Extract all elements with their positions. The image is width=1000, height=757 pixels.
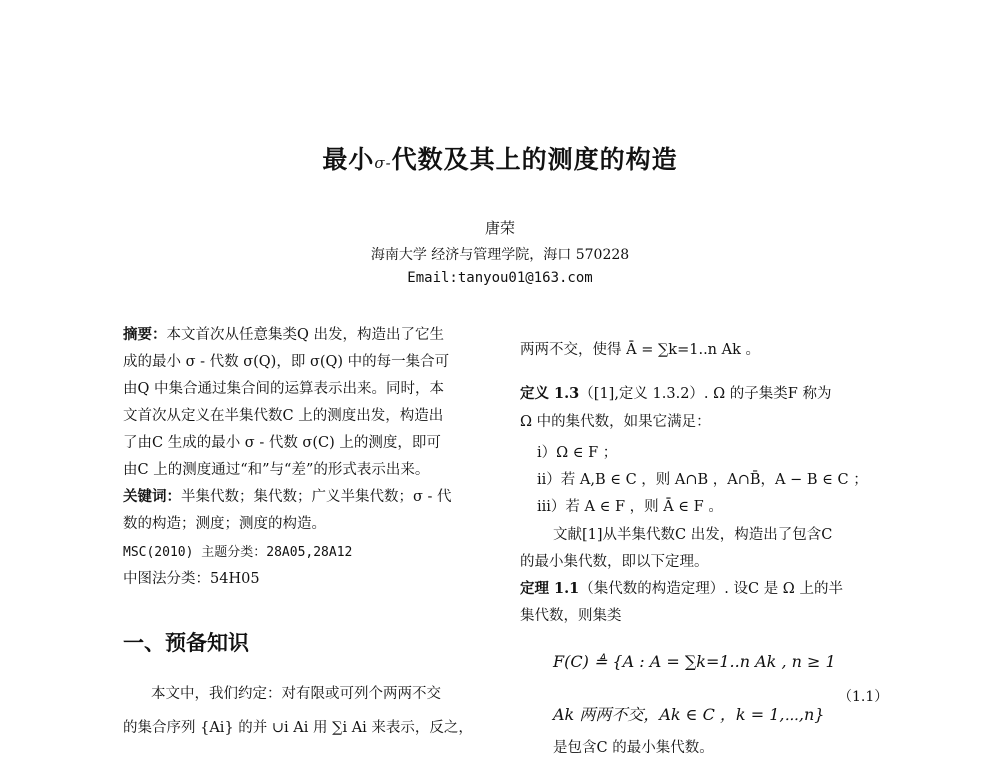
abstract-label: 摘要： bbox=[123, 326, 167, 343]
author-name: 唐荣 bbox=[484, 219, 515, 237]
abstract-line-2: 成的最小 σ - 代数 σ(Q)，即 σ(Q) 中的每一集合可 bbox=[123, 354, 450, 370]
theorem-label: 定理 1.1 bbox=[520, 580, 580, 597]
clc-classification: 中图法分类：54H05 bbox=[123, 571, 260, 587]
abstract-line-5: 了由C 生成的最小 σ - 代数 σ(C) 上的测度，即可 bbox=[123, 435, 441, 451]
body-line-1: 本文中，我们约定：对有限或可列个两两不交 bbox=[151, 686, 441, 702]
definition-line-1: 定义 1.3（[1],定义 1.3.2）. Ω 的子集类F 称为 bbox=[520, 385, 832, 402]
equation-number: （1.1） bbox=[838, 689, 889, 705]
body-line-2: 的集合序列 {Ai} 的并 ∪i Ai 用 ∑i Ai 来表示，反之， bbox=[123, 720, 473, 736]
definition-item-1: i）Ω ∈ F ； bbox=[537, 445, 618, 461]
abstract-line-6: 由C 上的测度通过“和”与“差”的形式表示出来。 bbox=[123, 462, 430, 478]
keywords-line-2: 数的构造；测度；测度的构造。 bbox=[123, 516, 326, 532]
title-prefix: 最小 bbox=[322, 145, 375, 174]
definition-label: 定义 1.3 bbox=[520, 385, 580, 402]
title-suffix: 代数及其上的测度的构造 bbox=[391, 145, 678, 174]
closing-line: 是包含C 的最小集代数。 bbox=[553, 740, 714, 756]
keywords-line-1: 关键词：半集代数；集代数；广义半集代数；σ - 代 bbox=[123, 488, 452, 505]
formula-line-2: Ak 两两不交，Ak ∈ C ，k = 1,⋯,n} bbox=[553, 705, 825, 724]
definition-line-2: Ω 中的集代数，如果它满足： bbox=[520, 414, 711, 430]
author-affiliation: 海南大学 经济与管理学院，海口 570228 bbox=[370, 247, 630, 263]
theorem-line-1: 定理 1.1（集代数的构造定理）. 设C 是 Ω 上的半 bbox=[520, 580, 843, 597]
title-sigma: σ- bbox=[374, 154, 392, 172]
section-heading: 一、预备知识 bbox=[123, 630, 249, 655]
right-line-1: 两两不交，使得 Ā = ∑k=1..n Ak 。 bbox=[520, 342, 760, 358]
abstract-line-1: 摘要：本文首次从任意集类Q 出发，构造出了它生 bbox=[123, 326, 444, 343]
abstract-line-3: 由Q 中集合通过集合间的运算表示出来。同时，本 bbox=[123, 381, 444, 397]
keywords-label: 关键词： bbox=[123, 488, 181, 505]
msc-classification: MSC(2010) 主题分类：28A05,28A12 bbox=[123, 545, 353, 560]
definition-item-3: iii）若 A ∈ F ，则 Ā ∈ F 。 bbox=[537, 499, 723, 515]
paper-title bbox=[0, 140, 1000, 176]
definition-item-2: ii）若 A,B ∈ C ，则 A∩B ，A∩B̄，A − B ∈ C ； bbox=[537, 472, 868, 488]
abstract-line-4: 文首次从定义在半集代数C 上的测度出发，构造出 bbox=[123, 408, 444, 424]
paragraph-line-1: 文献[1]从半集代数C 出发，构造出了包含C bbox=[553, 527, 833, 543]
formula-line-1: F(C) ≜ {A : A = ∑k=1..n Ak , n ≥ 1 bbox=[553, 652, 836, 671]
theorem-line-2: 集代数，则集类 bbox=[520, 608, 622, 624]
paragraph-line-2: 的最小集代数，即以下定理。 bbox=[520, 554, 709, 570]
author-email: Email:tanyou01@163.com bbox=[407, 270, 593, 286]
